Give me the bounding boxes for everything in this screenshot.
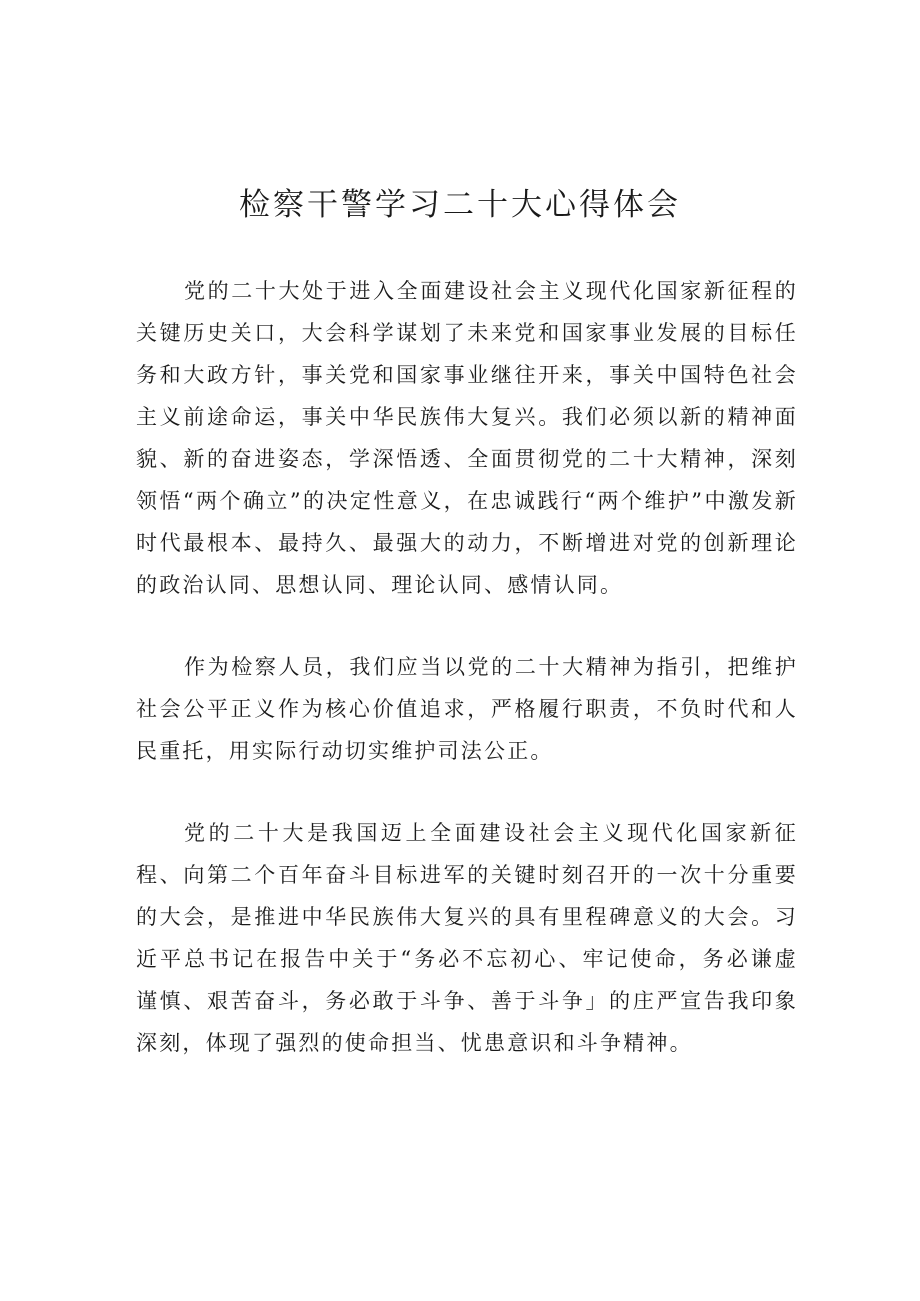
paragraph-1: 党的二十大处于进入全面建设社会主义现代化国家新征程的关键历史关口，大会科学谋划了未来党和国家事业发展的目标任务和大政方针，事关党和国家事业继往开来，事关中国特色社会主义前途命运，事关中华民族伟大复兴。我们必须以新的精神面貌、新的奋进姿态，学深悟透、全面贯彻党的二十大精神，深刻领悟“两个确立”的决定性意义，在忠诚践行“两个维护”中激发新时代最根本、最持久、最强大的动力，不断增进对党的创新理论的政治认同、思想认同、理论认同、感情认同。	[136, 279, 798, 597]
paragraph-2: 作为检察人员，我们应当以党的二十大精神为指引，把维护社会公平正义作为核心价值追求，严格履行职责，不负时代和人民重托，用实际行动切实维护司法公正。	[136, 655, 798, 763]
document-title: 检察干警学习二十大心得体会	[239, 187, 681, 223]
paragraph-3: 党的二十大是我国迈上全面建设社会主义现代化国家新征程、向第二个百年奋斗目标进军的关键时刻召开的一次十分重要的大会，是推进中华民族伟大复兴的具有里程碑意义的大会。习近平总书记在报告中关于“务必不忘初心、牢记使命，务必谦虚谨慎、艰苦奋斗，务必敢于斗争、善于斗争」的庄严宣告我印象深刻，体现了强烈的使命担当、忧患意识和斗争精神。	[136, 821, 798, 1055]
